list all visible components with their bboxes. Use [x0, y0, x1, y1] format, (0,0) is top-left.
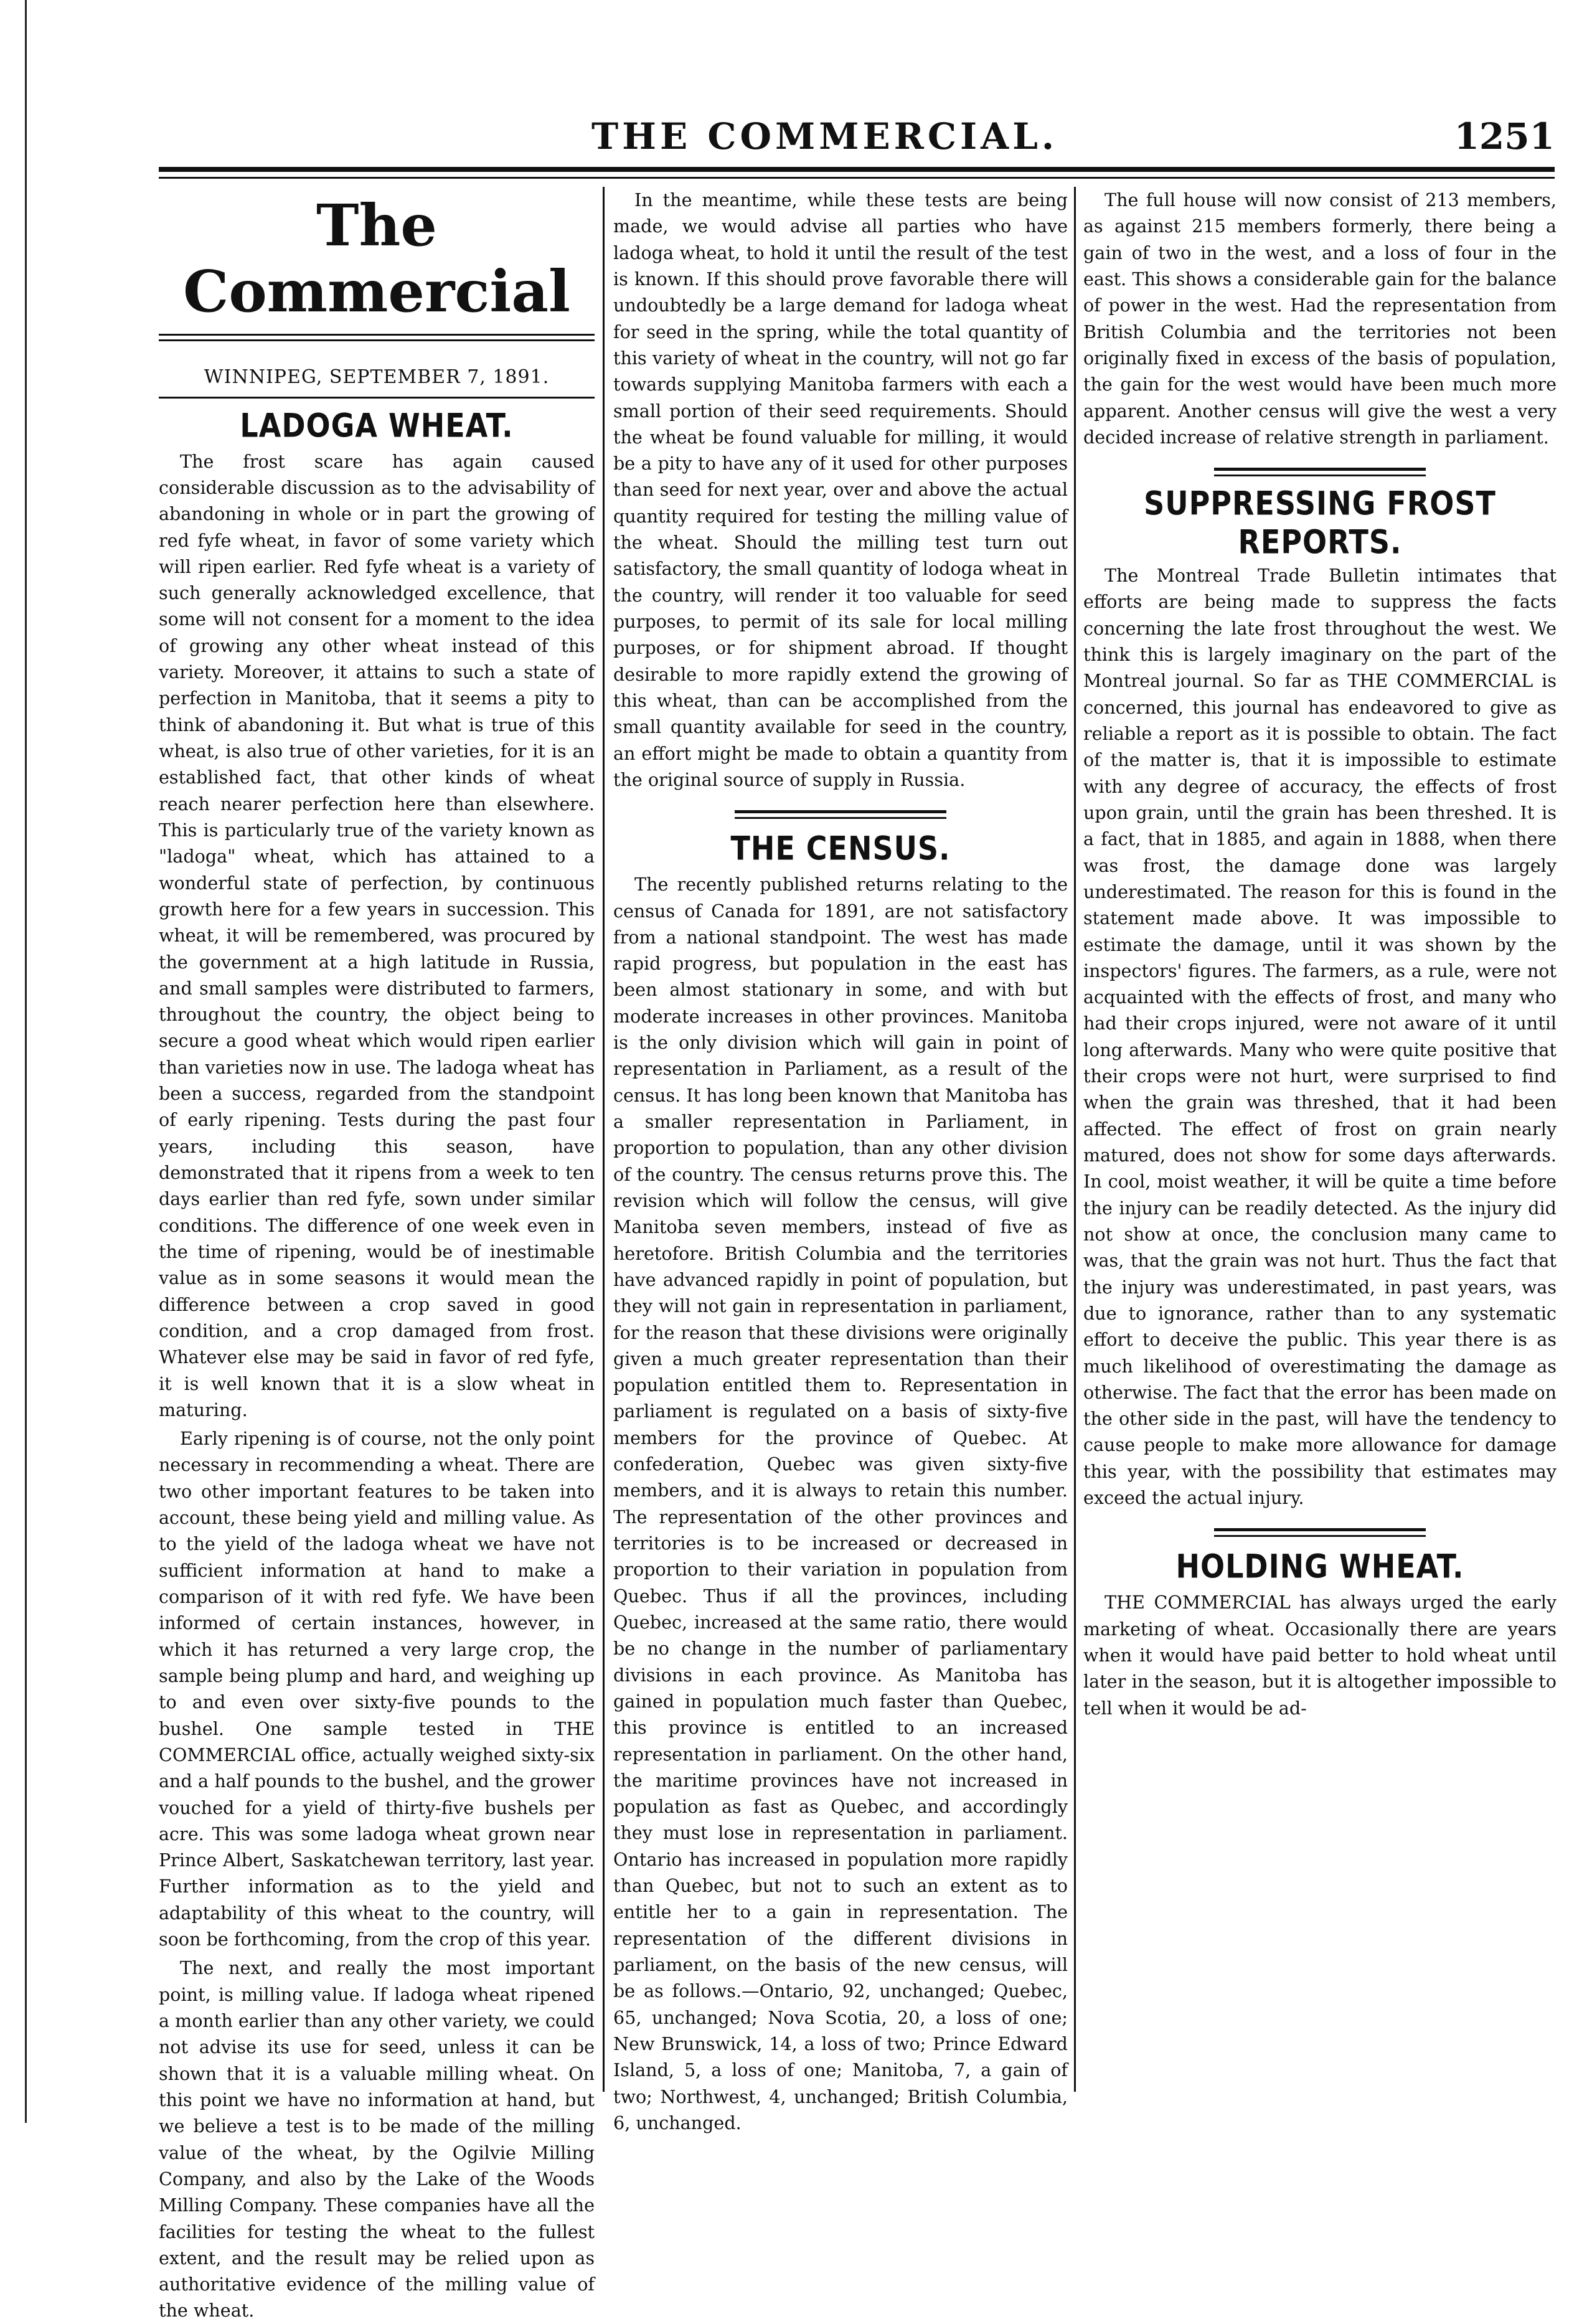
- section-divider: [1214, 1528, 1426, 1537]
- article-paragraph: The frost scare has again caused considerable discussion as to the advisability of abandoning in whole or in part the growing of red fyfe wheat, in favor of some variety which will ripen earlier. Red fyfe wheat is a variety of such generally acknowledged excellence, that some will not consent for a moment to the idea of growing any other wheat instead of this variety. Moreover, it attains to such a state of perfection in Manitoba, that it seems a pity to think of abandoning it. But what is true of this wheat, is also true of other varieties, for it is an established fact, that other kinds of wheat reach nearer perfection here than elsewhere. This is particularly true of the variety known as "ladoga" wheat, which has attained to a wonderful state of perfection, by continuous growth here for a few years in succession. This wheat, it will be remembered, was procured by the government at a high latitude in Russia, and small samples were distributed to farmers, throughout the country, the object being to secure a good wheat which would ripen earlier than varieties now in use. The ladoga wheat has been a success, regarded from the standpoint of early ripening. Tests during the past four years, including this season, have demonstrated that it ripens from a week to ten days earlier than red fyfe, sown under similar conditions. The difference of one week even in the time of ripening, would be of inestimable value as in some seasons it would mean the difference between a crop saved in good condition, and a crop damaged from frost. Whatever else may be said in favor of red fyfe, it is well known that it is a slow wheat in maturing.: [159, 450, 595, 1420]
- page-number: 1251: [1454, 115, 1555, 158]
- running-head: [156, 115, 1555, 165]
- article-heading-ladoga: LADOGA WHEAT.: [240, 405, 514, 445]
- header-rule-thick: [159, 167, 1555, 172]
- masthead-rule: [159, 334, 595, 341]
- article-paragraph: The full house will now consist of 213 members, as against 215 members formerly, there being a gain of two in the west, and a loss of four in the east. This shows a considerable gain for the balance of power in the west. Had the representation from British Columbia and the territories not been originally fixed in excess of the basis of population, the gain for the west would have been much more apparent. Another census will give the west a very decided increase of relative strength in parliament.: [1083, 189, 1557, 448]
- article-paragraph: In the meantime, while these tests are being made, we would advise all parties who have ladoga wheat, to hold it until the result of the test is known. If this should prove favorable there will undoubtedly be a large demand for ladoga wheat for seed in the spring, while the total quantity of this variety of wheat in the country, will not go far towards supplying Manitoba farmers with each a small portion of their seed requirements. Should the wheat be found valuable for milling, it would be a pity to have any of it used for other purposes than seed for next year, over and above the actual quantity required for testing the milling value of the wheat. Should the milling test turn out satisfactory, the small quantity of lodoga wheat in the country, will render it too valuable for seed purposes, to permit of its sale for local milling purposes, or for shipment abroad. If thought desirable to more rapidly extend the growing of this wheat, than can be accomplished from the small quantity available for seed in the country, an effort might be made to obtain a quantity from the original source of supply in Russia.: [613, 189, 1068, 790]
- article-paragraph: The Montreal Trade Bulletin intimates that efforts are being made to suppress the facts concerning the late frost throughout the west. We think this is largely imaginary on the part of the Montreal journal. So far as THE COMMERCIAL is concerned, this journal has endeavored to give as reliable a report as it is possible to obtain. The fact of the matter is, that it is impossible to estimate with any degree of accuracy, the effects of frost upon grain, until the grain has been threshed. It is a fact, that in 1885, and again in 1888, when there was frost, the damage done was largely underestimated. The reason for this is found in the statement made above. It was impossible to estimate the damage, until it was shown by the inspectors' figures. The farmers, as a rule, were not acquainted with the effects of frost, and many who had their crops injured, were not aware of it until long afterwards. Many who were quite positive that their crops were not hurt, were surprised to find when the grain was threshed, that it had been affected. The effect of frost on grain nearly matured, does not show for some days afterwards. In cool, moist weather, it will be quite a time before the injury can be readily detected. As the injury did not show at once, the conclusion many came to was, that the grain was not hurt. Thus the fact that the injury was underestimated, in past years, was due to ignorance, rather than to any systematic effort to deceive the public. This year there is as much likelihood of overestimating the damage as otherwise. The fact that the error has been made on the other side in the past, will have the tendency to cause people to make more allowance for damage this year, with the possibility that estimates may exceed the actual injury.: [1083, 565, 1557, 1509]
- section-divider: [1214, 468, 1426, 476]
- binding-margin-line: [25, 0, 27, 2123]
- column-2: [613, 187, 1068, 2133]
- column-1: [159, 187, 595, 2322]
- dateline: WINNIPEG, SEPTEMBER 7, 1891.: [204, 366, 550, 388]
- dateline-rule: [159, 397, 595, 399]
- article-heading-holding: HOLDING WHEAT.: [1175, 1547, 1464, 1586]
- masthead-title: The Commercial: [183, 192, 570, 325]
- article-paragraph: Early ripening is of course, not the only point necessary in recommending a wheat. There are two other important features to be taken into account, these being yield and milling value. As to the yield of the ladoga wheat we have not sufficient information at hand to make a comparison of it with red fyfe. We have been informed of certain instances, however, in which it has returned a very large crop, the sample being plump and hard, and weighing up to and even over sixty-five pounds to the bushel. One sample tested in THE COMMERCIAL office, actually weighed sixty-six and a half pounds to the bushel, and the grower vouched for a yield of thirty-five bushels per acre. This was some ladoga wheat grown near Prince Albert, Saskatchewan territory, last year. Further information as to the yield and adaptability of this wheat to the country, will soon be forthcoming, from the crop of this year.: [159, 1428, 595, 1950]
- header-rule-thin: [159, 177, 1555, 179]
- article-paragraph: The next, and really the most important point, is milling value. If ladoga wheat ripened a month earlier than any other variety, we could not advise its use for seed, unless it can be shown that it is a valuable milling wheat. On this point we have no information at hand, but we believe a test is to be made of the milling value of the wheat, by the Ogilvie Milling Company, and also by the Lake of the Woods Milling Company. These companies have all the facilities for testing the wheat to the fullest extent, and the result may be relied upon as authoritative evidence of the milling value of the wheat.: [159, 1957, 595, 2322]
- article-heading-frost: SUPPRESSING FROST REPORTS.: [1144, 484, 1496, 562]
- article-paragraph: The recently published returns relating to the census of Canada for 1891, are not satisfactory from a national standpoint. The west has made rapid progress, but population in the east has been almost stationary in some, and with but moderate increases in other provinces. Manitoba is the only division which will gain in point of representation in Parliament, as a result of the census. It has long been known that Manitoba has a smaller representation in Parliament, in proportion to population, than any other division of the country. The census returns prove this. The revision which will follow the census, will give Manitoba seven members, instead of five as heretofore. British Columbia and the territories have advanced rapidly in point of population, but they will not gain in representation in parliament, for the reason that these divisions were originally given a much greater representation than their population entitled them to. Representation in parliament is regulated on a basis of sixty-five members for the province of Quebec. At confederation, Quebec was given sixty-five members, and it is always to retain this number. The representation of the other provinces and territories is to be increased or decreased in proportion to their variation in population from Quebec. Thus if all the provinces, including Quebec, increased at the same ratio, there would be no change in the number of parliamentary divisions in each province. As Manitoba has gained in population much faster than Quebec, this province is entitled to an increased representation in parliament. On the other hand, the maritime provinces have not increased in population as fast as Quebec, and accordingly they must lose in representation in parliament. Ontario has increased in population more rapidly than Quebec, but not to such an extent as to entitle her to a gain in representation. The representation of the different divisions in parliament, on the basis of the new census, will be as follows.—Ontario, 92, unchanged; Quebec, 65, unchanged; Nova Scotia, 20, a loss of one; New Brunswick, 14, a loss of two; Prince Edward Island, 5, a loss of one; Manitoba, 7, a gain of two; Northwest, 4, unchanged; British Columbia, 6, unchanged.: [613, 874, 1068, 2133]
- running-title: THE COMMERCIAL.: [591, 115, 1058, 158]
- column-separator: [603, 187, 605, 2092]
- article-paragraph: THE COMMERCIAL has always urged the early marketing of wheat. Occasionally there are years when it would have paid better to hold wheat until later in the season, but it is altogether impossible to tell when it would be ad-: [1083, 1592, 1557, 1719]
- column-3: [1083, 187, 1557, 2092]
- column-separator: [1074, 187, 1076, 2092]
- article-heading-census: THE CENSUS.: [730, 829, 951, 868]
- section-divider: [735, 810, 946, 819]
